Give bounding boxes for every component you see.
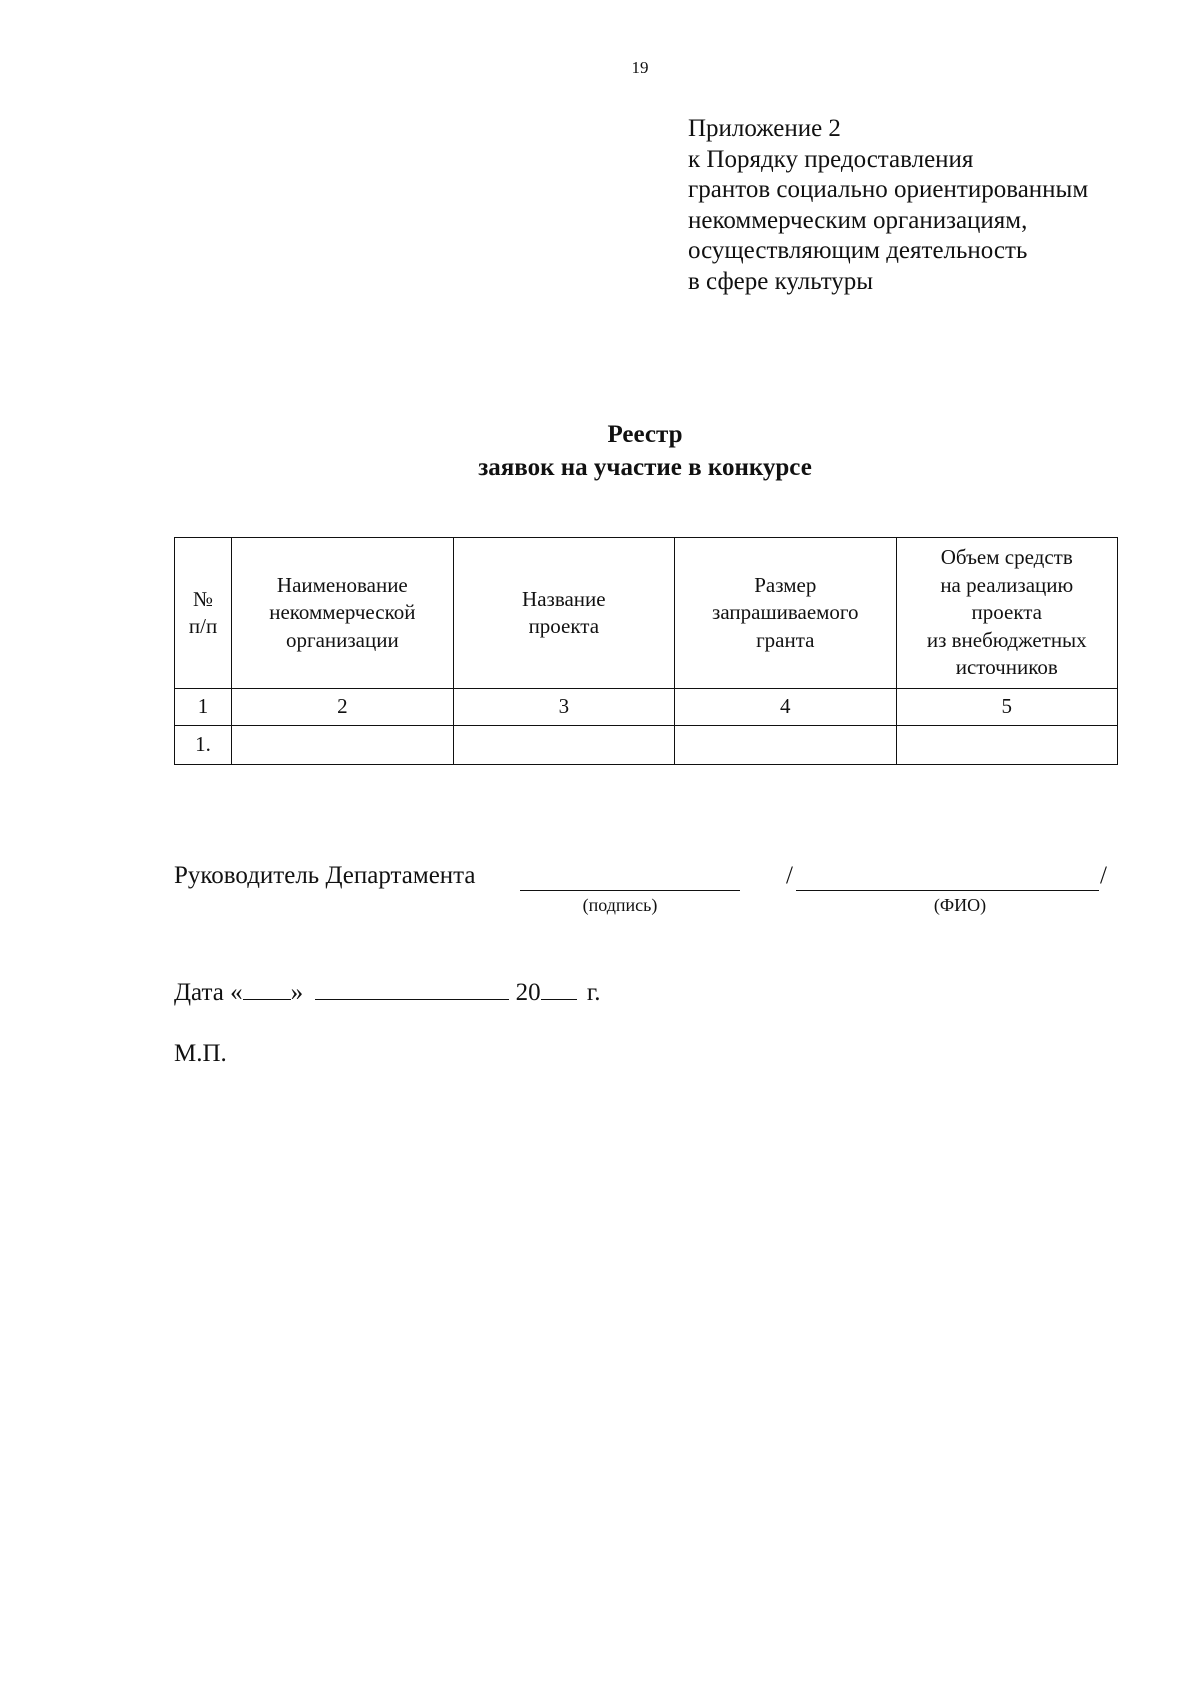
header-text: Объем средств <box>940 545 1073 570</box>
name-caption: (ФИО) <box>933 895 987 915</box>
name-slash-left: / <box>786 862 793 889</box>
header-cell-project <box>453 538 674 689</box>
header-text: Размер <box>754 572 817 597</box>
header-text: организации <box>285 627 399 652</box>
year-suffix: г. <box>586 979 601 1006</box>
header-text: из внебюджетных <box>926 627 1087 652</box>
table-cell <box>675 726 896 765</box>
signature-label: Руководитель Департамента <box>174 862 476 889</box>
year-prefix: 20 <box>515 979 541 1006</box>
header-text: п/п <box>188 614 218 638</box>
page-number: 19 <box>631 58 649 77</box>
appendix-line: к Порядку предоставления <box>688 145 974 173</box>
table-header-row <box>175 538 1118 689</box>
header-text: Название <box>522 586 606 611</box>
column-number: 2 <box>232 689 453 726</box>
signature-caption: (подпись) <box>582 895 658 915</box>
table-cell <box>453 726 674 765</box>
appendix-block <box>688 114 1088 297</box>
header-text: Наименование <box>276 572 408 597</box>
table-cell <box>232 726 453 765</box>
header-cell-extrabudgetary-funds <box>896 538 1117 689</box>
signature-line <box>520 890 740 891</box>
header-text: проекта <box>971 600 1042 625</box>
column-number: 3 <box>453 689 674 726</box>
column-number-row <box>175 689 1118 726</box>
document-title <box>0 418 1200 484</box>
month-blank <box>315 977 509 1000</box>
stamp-place: М.П. <box>174 1040 227 1067</box>
name-slash-right: / <box>1100 862 1107 889</box>
table-cell <box>896 726 1117 765</box>
header-cell-number <box>175 538 232 689</box>
appendix-line: Приложение 2 <box>688 115 841 142</box>
header-text: № <box>193 586 214 611</box>
date-row <box>174 977 601 1007</box>
table-row <box>175 726 1118 765</box>
name-line <box>796 890 1099 891</box>
header-cell-grant-size <box>675 538 896 689</box>
appendix-line: грантов социально ориентированным <box>688 176 1089 203</box>
year-blank <box>541 977 577 1000</box>
header-text: на реализацию <box>940 572 1074 597</box>
table-cell: 1. <box>175 726 232 765</box>
appendix-line: осуществляющим деятельность <box>688 237 1028 264</box>
header-text: гранта <box>756 627 815 652</box>
column-number: 5 <box>896 689 1117 726</box>
date-prefix: Дата « <box>174 979 243 1006</box>
column-number: 1 <box>175 689 232 726</box>
appendix-line: некоммерческим организациям, <box>688 206 1028 234</box>
date-close-quote: » <box>290 979 304 1006</box>
day-blank <box>243 977 291 1000</box>
title-line-1: Реестр <box>607 421 683 448</box>
header-cell-organization <box>232 538 453 689</box>
header-text: источников <box>955 655 1058 680</box>
appendix-line: в сфере культуры <box>688 267 874 295</box>
header-text: проекта <box>528 614 600 638</box>
title-line-2: заявок на участие в конкурсе <box>478 454 812 481</box>
header-text: некоммерческой <box>269 600 416 625</box>
column-number: 4 <box>675 689 896 726</box>
header-text: запрашиваемого <box>712 600 859 625</box>
register-table <box>174 537 1118 765</box>
